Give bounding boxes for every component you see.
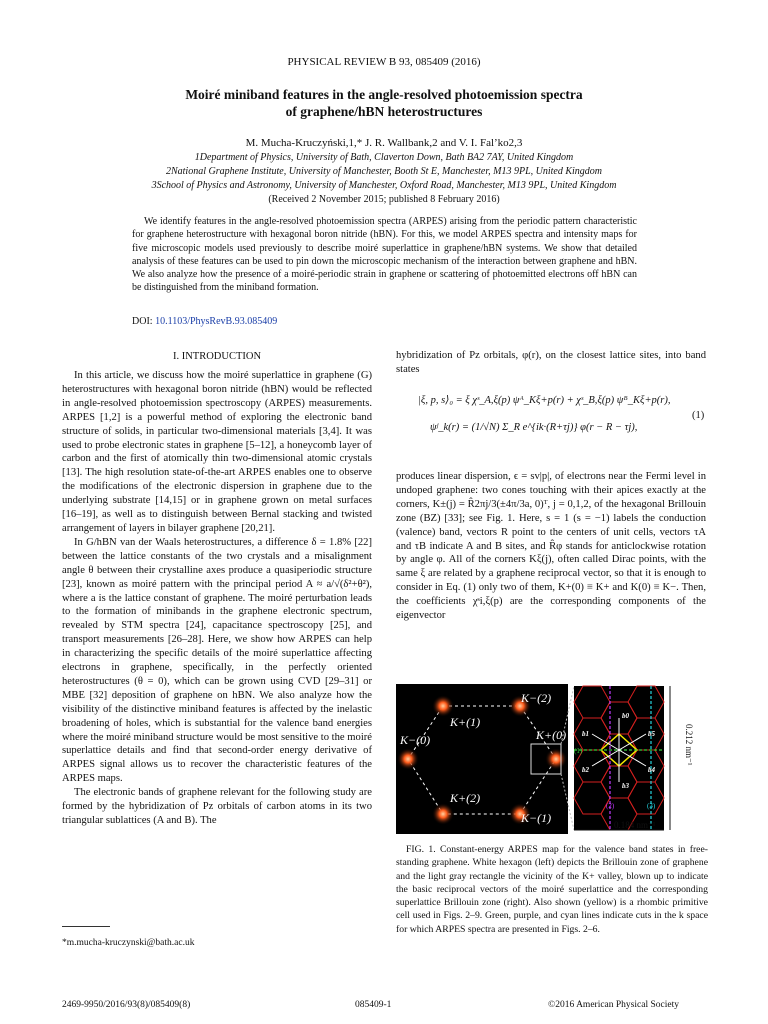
left-column xyxy=(62,369,372,828)
glow-kminus0 xyxy=(397,748,419,770)
glow-kplus2 xyxy=(432,803,454,825)
glow-kplus0 xyxy=(545,748,567,770)
label-kplus0: K+(0) xyxy=(536,728,567,742)
label-kplus1: K+(1) xyxy=(450,715,481,729)
label-cut-1: (1) xyxy=(574,747,583,755)
vertical-scale-label: 0.212 nm⁻¹ xyxy=(684,724,694,766)
footer-page-id: 085409-1 xyxy=(355,1000,392,1010)
affiliation-3: 3School of Physics and Astronomy, University of Manchester, Oxford Road, Manchester, M13 9PL, United Kingdom xyxy=(151,180,617,191)
footer-copyright: ©2016 American Physical Society xyxy=(548,1000,679,1010)
abstract: We identify features in the angle-resolved photoemission spectra (ARPES) arising from the periodic pattern characteristic for graphene heterostructure with hexagonal boron nitride (hBN). For this, we model ARPES spectra and intensity maps for five microscopic models used previously to describe moiré superlattice in graphene/hBN systems. We show that detailed analysis of these features can be used to pin down the microscopic mechanism of the interaction between graphene and hBN. We also analyze how the presence of a moiré-periodic strain in graphene or scattering of photoemitted electrons off hBN can be distinguished from the miniband formation. xyxy=(132,216,637,294)
label-kplus2: K+(2) xyxy=(450,791,481,805)
label-b3: b3 xyxy=(622,782,629,790)
caption-text: FIG. 1. Constant-energy ARPES map for the valence band states in free-standing graphene. White hexagon (left) depicts the Brillouin zone of graphene and the light gray rectangle the vicinity of the K+ valley, blown up to indicate the basic reciprocal vectors of the moiré superlattice and the corresponding superlattice Brillouin zone (right). Also shown (yellow) is a rhombic primitive cell used in Figs. 2–9. Green, purple, and cyan lines indicate cuts in the k space for which ARPES spectra are presented in Figs. 2–6. xyxy=(396,844,708,935)
paragraph-1: In this article, we discuss how the moiré superlattice in graphene (G) heterostructures with hexagonal boron nitride (hBN) would be reflected in angle-resolved photoemission spectroscopy (ARPES) measurements. ARPES [1,2] is a powerful method of exploring the electronic band structure of solids, in particular two-dimensional materials [3,4]. It was used to probe electronic states in graphene [5–12], a honeycomb layer of carbon and the first of atomically thin two-dimensional atomic crystals [13]. The high resolution state-of-the-art ARPES enables one to observe the modifications of the electronic dispersion in graphene due to the underlying substrate [14,15] or in graphene grown on metal surfaces [16–19], as well as to distinguish between Bernal stacking and twisted arrangement of layers in bilayer graphene [20,21]. xyxy=(62,370,372,534)
paragraph-2: In G/hBN van der Waals heterostructures, a difference δ = 1.8% [22] between the lattice constants of the two crystals and a misalignment angle θ between their crystalline axes produce a quasiperiodic structure [23], known as moiré pattern with the principal period A ≈ a/√(δ²+θ²), where a is the lattice constant of graphene. The moiré perturbation leads to the formation of minibands in the graphene electronic spectrum, revealed by STM spectra [24], capacitance spectroscopy [25], and transport measurements [26–28]. Here, we show how ARPES can help in characterizing the specific details of the moiré superlattice affecting electrons in graphene, specifically, in the perfectly oriented heterostructures (θ = 0), which can be grown using CVD [29–31] or MBE [32] deposition of graphene on hBN. We also analyze how the visibility of the distinctive miniband features is affected by the inelastic broadening of holes, which is substantial for the valence band energies where the moiré miniband structure would be most sensitive to the moiré superlattice details and find that second-order energy derivative of ARPES signal allows us to recover the characteristic features of the ARPES maps. xyxy=(62,536,372,785)
footer-left: 2469-9950/2016/93(8)/085409(8) xyxy=(62,1000,191,1010)
equation-line-2: ψʲ_k(r) = (1/√N) Σ_R e^{ik·(R+τj)} φ(r − R − τj), xyxy=(430,422,638,433)
title-line-1: Moiré miniband features in the angle-resolved photoemission spectra xyxy=(185,87,583,102)
horizontal-scale-label: 0.184 nm⁻¹ xyxy=(614,820,656,830)
label-cut-3: (3) xyxy=(647,802,656,810)
section-heading: I. INTRODUCTION xyxy=(172,351,262,362)
glow-kplus1 xyxy=(432,695,454,717)
paper-title xyxy=(80,86,688,120)
author-list: M. Mucha-Kruczyński,1,* J. R. Wallbank,2 and V. I. Fal’ko2,3 xyxy=(245,137,523,149)
equation-number: (1) xyxy=(692,410,705,421)
label-b4: b4 xyxy=(648,766,655,774)
right-column-top: hybridization of Pz orbitals, φ(r), on the closest lattice sites, into band states xyxy=(396,350,706,375)
label-kminus0: K−(0) xyxy=(400,733,431,747)
label-b2: b2 xyxy=(582,766,589,774)
title-line-2: of graphene/hBN heterostructures xyxy=(285,104,483,119)
footnote-email: *m.mucha-kruczynski@bath.ac.uk xyxy=(62,938,195,948)
footnote-rule xyxy=(62,926,110,927)
figure-caption xyxy=(396,843,708,936)
received-date: (Received 2 November 2015; published 8 February 2016) xyxy=(268,194,500,205)
label-b5: b5 xyxy=(648,730,655,738)
doi-label: DOI: xyxy=(132,316,153,327)
label-b1: b1 xyxy=(582,730,589,738)
running-header: PHYSICAL REVIEW B 93, 085409 (2016) xyxy=(287,56,481,68)
label-kminus2: K−(2) xyxy=(521,691,552,705)
affiliation-2: 2National Graphene Institute, University of Manchester, Booth St E, Manchester, M13 9PL, United Kingdom xyxy=(165,166,603,177)
figure-1 xyxy=(396,684,708,834)
label-cut-2: (2) xyxy=(606,802,615,810)
doi-link[interactable]: 10.1103/PhysRevB.93.085409 xyxy=(155,316,278,327)
doi-line xyxy=(132,316,277,327)
horizontal-scale xyxy=(574,818,664,840)
equation-1 xyxy=(396,394,706,456)
label-b0: b0 xyxy=(622,712,629,720)
right-column-middle: produces linear dispersion, ϵ = sv|p|, of electrons near the Fermi level in undoped graphene: two cones touching with their apices exactly at the corners, K±(j) = R̂2πj/3(±4π/3a, 0)ᵀ, j = 0,1,2, of the hexagonal Brillouin zone (BZ) [33]; see Fig. 1. Here, s = 1 (s = −1) labels the conduction (valence) band, vectors R point to the centers of unit cells, vectors τA and τB indicate A and B sites, and R̂φ stands for anticlockwise rotation by angle φ. All of the corners Kξ(j), often called Dirac points, with the same ξ are related by a graphene reciprocal vector, so that it is enough to consider in Eq. (1) only two of them, K+(0) ≡ K+ and K(0) ≡ K−. Then, the coefficients χˢi,ξ(p) are the corresponding components of the eigenvector xyxy=(396,471,706,622)
equation-line-1: |ξ, p, s⟩₀ = ξ χˢ_A,ξ(p) ψᴬ_Kξ+p(r) + χˢ_B,ξ(p) ψᴮ_Kξ+p(r), xyxy=(418,395,671,406)
affiliation-1: 1Department of Physics, University of Bath, Claverton Down, Bath BA2 7AY, United Kingdom xyxy=(194,152,574,163)
label-kminus1: K−(1) xyxy=(521,811,552,825)
paragraph-3: The electronic bands of graphene relevant for the following study are formed by the hybridization of Pz orbitals of carbon atoms in its two triangular sublattices (A and B). The xyxy=(62,787,372,826)
